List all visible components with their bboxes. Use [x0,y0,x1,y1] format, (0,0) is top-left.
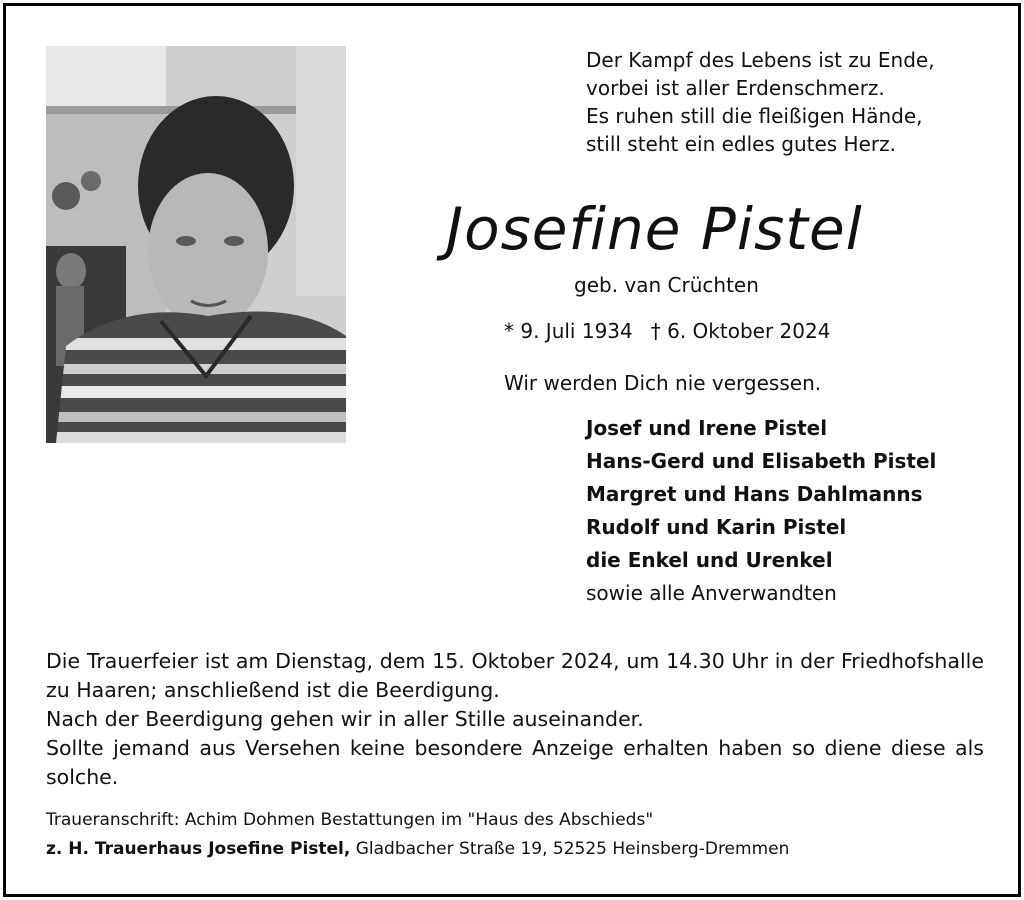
service-paragraph: Die Trauerfeier ist am Dienstag, dem 15. Oktober 2024, um 14.30 Uhr in der Friedhofshalle zu Haaren; anschließend ist die Beerdigung. [46,649,984,702]
address-recipient: z. H. Trauerhaus Josefine Pistel, [46,839,351,859]
service-paragraph: Nach der Beerdigung gehen wir in aller Stille auseinander. [46,707,644,731]
mourner-entry: die Enkel und Urenkel [586,548,833,572]
poem [586,46,935,158]
poem-line: still steht ein edles gutes Herz. [586,132,896,156]
death-date: † 6. Oktober 2024 [650,319,831,343]
address-street: Gladbacher Straße 19, 52525 Heinsberg-Dremmen [350,839,790,859]
birth-date: * 9. Juli 1934 [504,319,633,343]
portrait-image [46,46,346,443]
mourner-entry: sowie alle Anverwandten [586,581,837,605]
mourner-entry: Rudolf und Karin Pistel [586,515,847,539]
portrait-photo [46,46,346,443]
poem-line: Es ruhen still die fleißigen Hände, [586,104,923,128]
obituary-notice [3,3,1021,897]
mourners-list [586,412,936,610]
service-paragraph: Sollte jemand aus Versehen keine besondere Anzeige erhalten haben so diene diese als solche. [46,736,984,789]
mourning-address [46,806,789,864]
farewell-line: Wir werden Dich nie vergessen. [504,371,822,395]
address-line-2 [46,835,789,864]
deceased-name: Josefine Pistel [446,195,863,263]
poem-line: vorbei ist aller Erdenschmerz. [586,76,885,100]
poem-line: Der Kampf des Lebens ist zu Ende, [586,48,935,72]
mourner-entry: Josef und Irene Pistel [586,416,828,440]
life-dates [504,319,830,343]
mourner-entry: Hans-Gerd und Elisabeth Pistel [586,449,937,473]
maiden-name: geb. van Crüchten [574,273,759,297]
mourner-entry: Margret und Hans Dahlmanns [586,482,923,506]
address-line-1: Traueranschrift: Achim Dohmen Bestattungen im "Haus des Abschieds" [46,810,654,830]
service-info [46,647,984,792]
